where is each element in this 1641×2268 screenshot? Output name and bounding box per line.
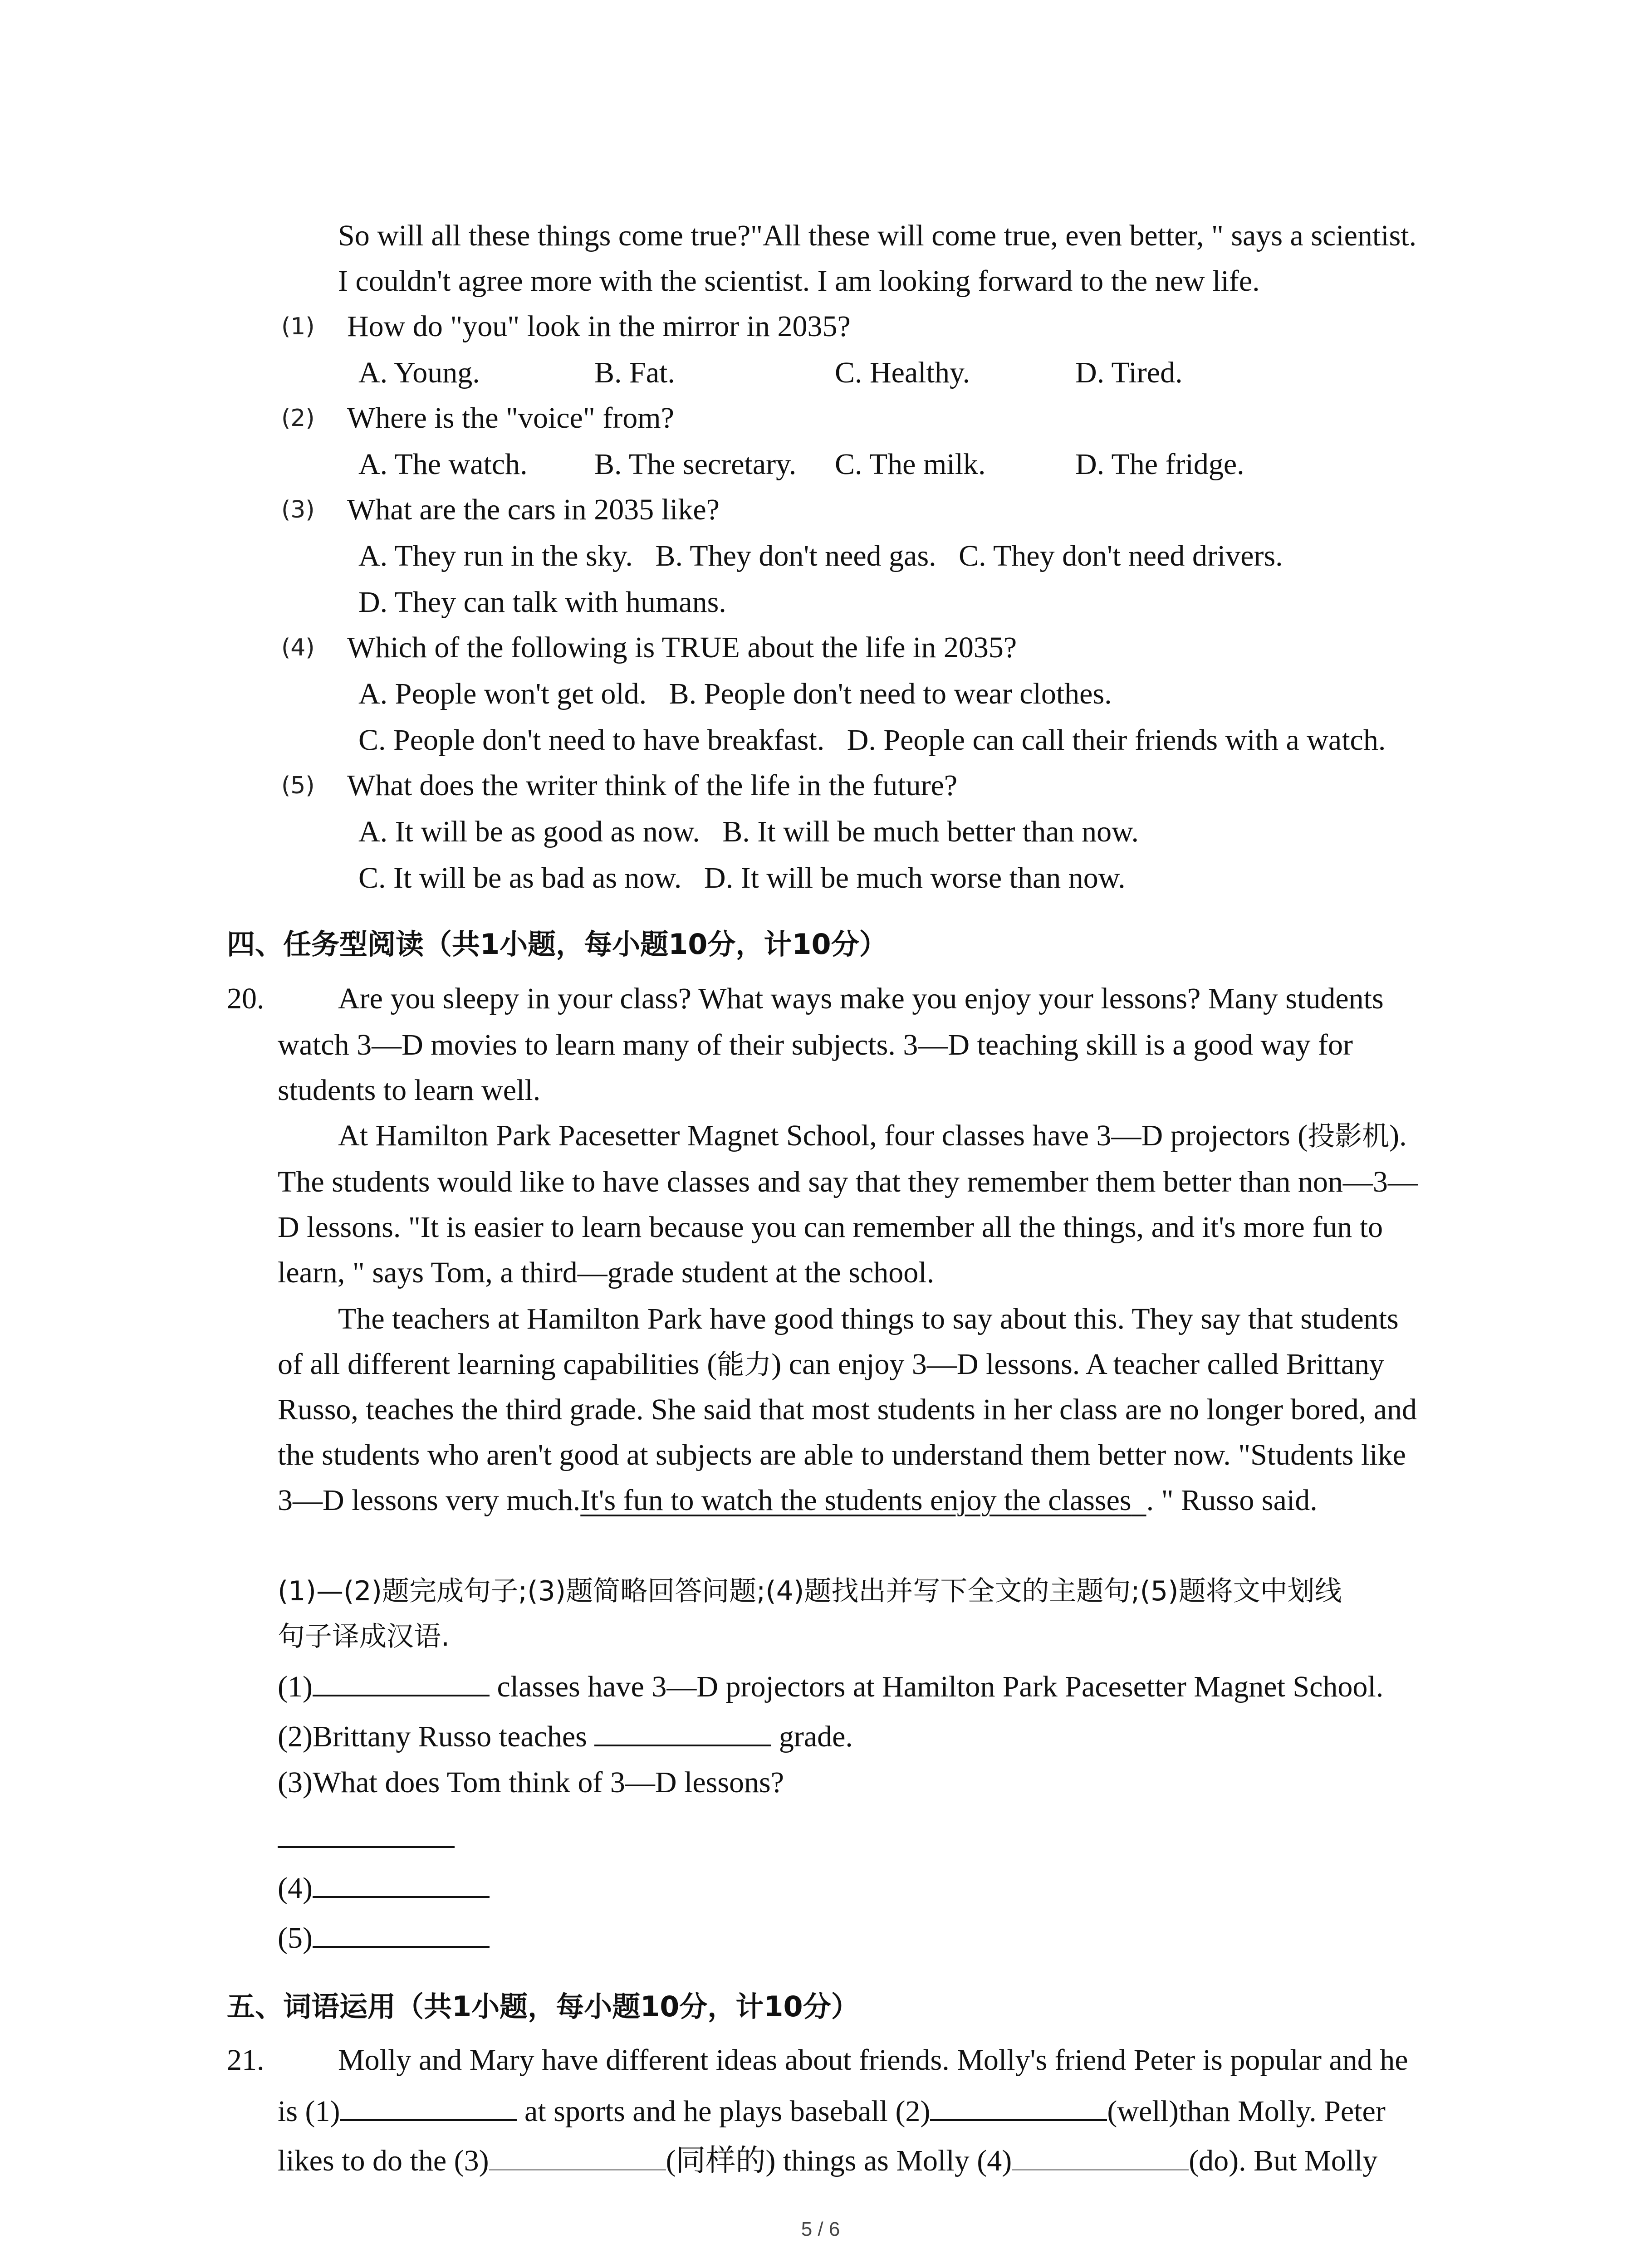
question-number: (5) <box>281 772 315 799</box>
article-line: Russo, teaches the third grade. She said that most students in her class are no longer bored, and <box>278 1393 1417 1426</box>
instruction: (1)—(2)题完成句子;(3)题简略回答问题;(4)题找出并写下全文的主题句;(5)题将文中划线 <box>278 1575 1342 1607</box>
article-line: 3—D lessons very much.It's fun to watch the students enjoy the classes . " Russo said. <box>278 1484 1318 1517</box>
question-text: What are the cars in 2035 like? <box>347 493 720 526</box>
article-line: At Hamilton Park Pacesetter Magnet School, four classes have 3—D projectors (投影机). <box>338 1119 1407 1152</box>
question-text: Which of the following is TRUE about the life in 2035? <box>347 631 1017 664</box>
option: C. Healthy. <box>835 356 970 389</box>
option: D. The fridge. <box>1075 448 1244 481</box>
gloss: 投影机 <box>1308 1120 1390 1152</box>
answer-blank[interactable] <box>1012 2142 1189 2170</box>
article-line: is (1) at sports and he plays baseball (2) (well)than Molly. Peter <box>278 2092 1386 2131</box>
option: C. The milk. <box>835 448 986 481</box>
option: B. The secretary. <box>594 448 797 481</box>
article-line: students to learn well. <box>278 1074 541 1107</box>
answer-blank[interactable] <box>278 1846 455 1848</box>
article-line: Are you sleepy in your class? What ways make you enjoy your lessons? Many students <box>338 982 1384 1015</box>
answer-blank[interactable] <box>930 2092 1107 2121</box>
option-line: A. They run in the sky. B. They don't need gas. C. They don't need drivers. <box>358 539 1283 572</box>
section-heading: 四、任务型阅读（共1小题，每小题10分，计10分） <box>227 928 887 961</box>
article-line: D lessons. "It is easier to learn because you can remember all the things, and it's more fun to <box>278 1211 1383 1244</box>
question-number: 21. <box>227 2043 265 2077</box>
question-number: (2) <box>281 405 315 432</box>
question-number: (4) <box>281 634 315 661</box>
article-line: learn, " says Tom, a third—grade student at the school. <box>278 1256 935 1289</box>
option: B. Fat. <box>594 356 675 389</box>
option: D. Tired. <box>1075 356 1183 389</box>
article-line: of all different learning capabilities (能力) can enjoy 3—D lessons. A teacher called Brittany <box>278 1348 1384 1381</box>
article-line: the students who aren't good at subjects are able to understand them better now. "Students like <box>278 1438 1406 1471</box>
section-heading: 五、词语运用（共1小题，每小题10分，计10分） <box>227 1990 859 2023</box>
option: A. The watch. <box>358 448 528 481</box>
answer-blank[interactable] <box>313 1919 490 1948</box>
option-line: D. They can talk with humans. <box>358 586 726 619</box>
answer-blank[interactable] <box>340 2092 517 2121</box>
answer-blank[interactable] <box>489 2142 666 2170</box>
task-1: (1) classes have 3—D projectors at Hamilton Park Pacesetter Magnet School. <box>278 1667 1383 1706</box>
underlined-sentence: It's fun to watch the students enjoy the classes <box>580 1484 1132 1517</box>
option-line: A. It will be as good as now. B. It will be much better than now. <box>358 815 1139 848</box>
passage-line: So will all these things come true?"All these will come true, even better, " says a scientist. <box>338 219 1417 252</box>
article-line: Molly and Mary have different ideas about friends. Molly's friend Peter is popular and he <box>338 2043 1408 2077</box>
task-2: (2)Brittany Russo teaches grade. <box>278 1717 853 1756</box>
task-5: (5) <box>278 1919 490 1957</box>
instruction: 句子译成汉语. <box>278 1621 450 1652</box>
passage-line: I couldn't agree more with the scientist. I am looking forward to the new life. <box>338 264 1260 298</box>
question-text: What does the writer think of the life in the future? <box>347 769 958 802</box>
answer-blank[interactable] <box>313 1869 490 1898</box>
question-number: (1) <box>281 313 315 340</box>
article-line: The students would like to have classes and say that they remember them better than non—3— <box>278 1165 1418 1198</box>
option-line: A. People won't get old. B. People don't need to wear clothes. <box>358 677 1112 710</box>
task-3: (3)What does Tom think of 3—D lessons? <box>278 1766 784 1799</box>
option: A. Young. <box>358 356 480 389</box>
question-text: How do "you" look in the mirror in 2035? <box>347 310 851 343</box>
question-number: 20. <box>227 982 265 1015</box>
article-line: likes to do the (3) (同样的) things as Molly (4) (do). But Molly <box>278 2142 1377 2180</box>
option-line: C. People don't need to have breakfast. D. People can call their friends with a watch. <box>358 723 1386 757</box>
answer-blank[interactable] <box>313 1667 490 1696</box>
page-number: 5 / 6 <box>801 2218 840 2240</box>
option-line: C. It will be as bad as now. D. It will be much worse than now. <box>358 861 1126 894</box>
question-text: Where is the "voice" from? <box>347 401 674 435</box>
article-line: watch 3—D movies to learn many of their subjects. 3—D teaching skill is a good way for <box>278 1028 1353 1061</box>
answer-blank[interactable] <box>594 1717 771 1746</box>
article-line: The teachers at Hamilton Park have good things to say about this. They say that students <box>338 1302 1399 1335</box>
task-4: (4) <box>278 1869 490 1907</box>
gloss: 能力 <box>717 1349 772 1381</box>
question-number: (3) <box>281 496 315 523</box>
